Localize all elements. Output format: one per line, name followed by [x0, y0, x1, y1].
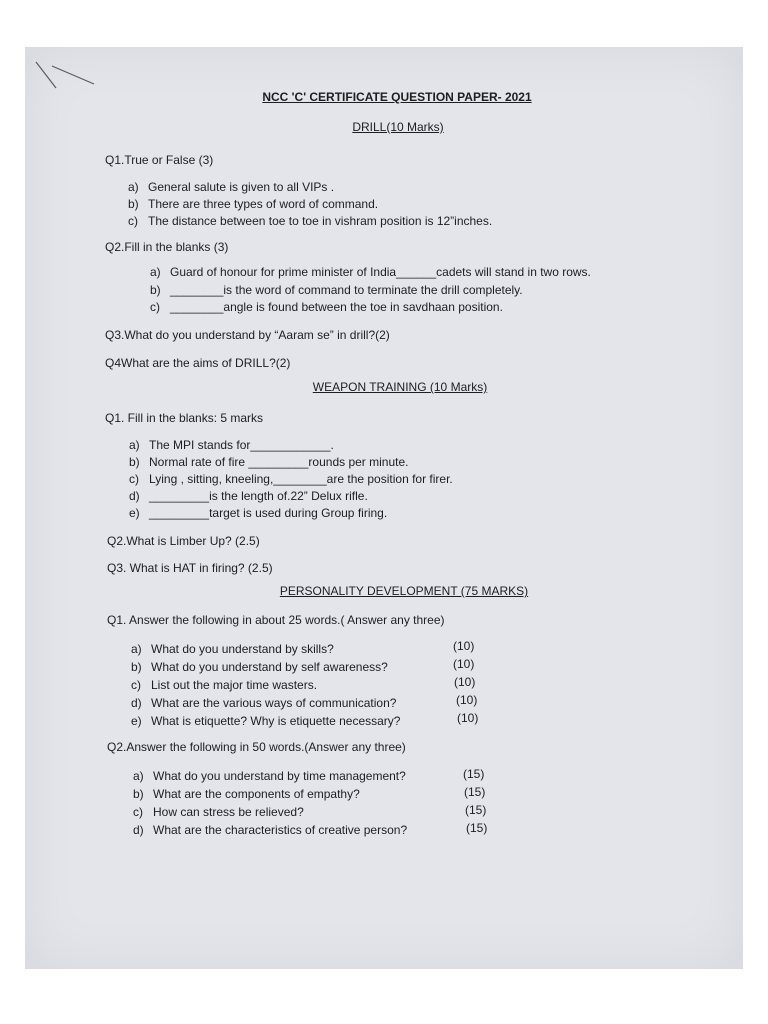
weapon-heading: WEAPON TRAINING (10 Marks) — [312, 380, 488, 394]
list-item: c) ________angle is found between the toe in savdhaan position. — [150, 300, 503, 314]
weapon-q2: Q2.What is Limber Up? (2.5) — [107, 534, 260, 548]
list-item: c) List out the major time wasters. — [131, 678, 318, 692]
list-item: b) What do you understand by self awareness? — [131, 660, 388, 674]
list-item: b) ________is the word of command to terminate the drill completely. — [150, 283, 523, 297]
list-item: c) How can stress be relieved? — [133, 805, 304, 819]
list-item: a) The MPI stands for____________. — [129, 438, 334, 452]
marks: (10) — [456, 693, 478, 707]
personality-heading: PERSONALITY DEVELOPMENT (75 MARKS) — [279, 584, 529, 598]
marks: (10) — [457, 711, 479, 725]
marks: (15) — [465, 803, 487, 817]
personality-q2: Q2.Answer the following in 50 words.(Answer any three) — [107, 740, 406, 754]
list-item: d) What are the various ways of communication? — [131, 696, 397, 710]
list-item: d) What are the characteristics of creative person? — [133, 823, 408, 837]
marks: (15) — [463, 767, 485, 781]
list-item: a) Guard of honour for prime minister of India______cadets will stand in two rows. — [150, 265, 591, 279]
marks: (10) — [453, 639, 475, 653]
drill-heading: DRILL(10 Marks) — [352, 120, 444, 134]
list-item: b) There are three types of word of command. — [128, 197, 379, 211]
list-item: e) _________target is used during Group firing. — [129, 506, 388, 520]
list-item: d) _________is the length of.22” Delux rifle. — [129, 489, 368, 503]
personality-q1: Q1. Answer the following in about 25 words.( Answer any three) — [107, 613, 445, 627]
list-item: e) What is etiquette? Why is etiquette necessary? — [131, 714, 401, 728]
weapon-q3: Q3. What is HAT in firing? (2.5) — [107, 561, 273, 575]
drill-q2: Q2.Fill in the blanks (3) — [105, 240, 229, 254]
list-item: b) Normal rate of fire _________rounds per minute. — [129, 455, 409, 469]
list-item: c) The distance between toe to toe in vishram position is 12”inches. — [128, 214, 493, 228]
pen-mark-decoration — [34, 58, 104, 98]
list-item: a) What do you understand by time management? — [133, 769, 406, 783]
drill-q1: Q1.True or False (3) — [105, 153, 214, 167]
drill-q4: Q4What are the aims of DRILL?(2) — [105, 356, 291, 370]
marks: (10) — [454, 675, 476, 689]
marks: (15) — [464, 785, 486, 799]
list-item: b) What are the components of empathy? — [133, 787, 360, 801]
page-title: NCC 'C' CERTIFICATE QUESTION PAPER- 2021 — [262, 90, 532, 104]
drill-q3: Q3.What do you understand by “Aaram se” in drill?(2) — [105, 328, 390, 342]
list-item: a) General salute is given to all VIPs . — [128, 180, 335, 194]
list-item: a) What do you understand by skills? — [131, 642, 334, 656]
weapon-q1: Q1. Fill in the blanks: 5 marks — [105, 411, 264, 425]
list-item: c) Lying , sitting, kneeling,________are the position for firer. — [129, 472, 453, 486]
marks: (15) — [466, 821, 488, 835]
marks: (10) — [453, 657, 475, 671]
